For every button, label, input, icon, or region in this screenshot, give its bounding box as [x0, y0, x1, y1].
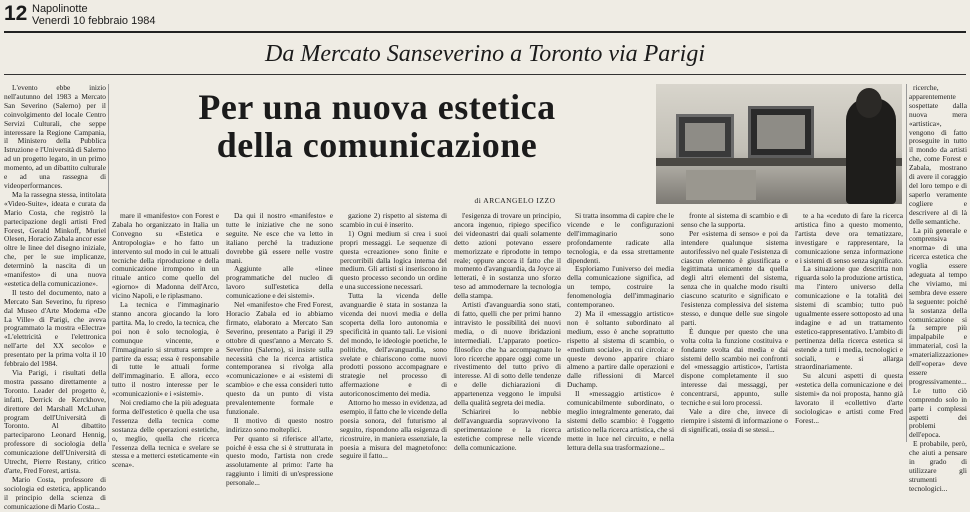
paragraph: ricerche, apparentemente sospettate dalla nuova mera «artistica», vengono di fatto proseguite in tutto il mondo da artisti che, come Forest e Zabala, mostrano di avere il coraggio del loro tempo e di saperlo veramente cogliere e descrivere al di là delle semantiche. [909, 83, 967, 226]
photo-screen [685, 123, 725, 151]
paragraph: Attorno ho messo in evidenza, ad esempio, il fatto che le vicende della poesia sonora, del futurismo al seguito, rispondono alla esigenza di ricostruire, in maniera essenziale, la poesia a misura del magnetofono: seguire il fatto... [340, 398, 447, 461]
paragraph: Vale a dire che, invece di riempire i sistemi di informazione o di significati, ossia di se stessi... [681, 406, 788, 434]
headline-line-1: Per una nuova estetica [198, 87, 556, 127]
paragraph: Artisti d'avanguardia sono stati, di fatto, quelli che per primi hanno intravisto le possibilità dei nuovi media, o di nuove ibridazioni intermediali. L'apparato poetico-filosofico che ha accompagnato le loro ricerche appare oggi come un rivestimento del tutto privo di interesse. Al di sotto delle tendenze e delle dichiarazioni di appartenenza veggono le impulsi della qualità segreta dei media. [454, 300, 561, 408]
article-column-4 [340, 211, 447, 461]
article-column-5 [454, 211, 561, 452]
paragraph: È dunque per questo che una volta colta la funzione costituiva e fondante svolta dai media e dai sistemi dello scambio nei confronti del «messaggio artistico», l'artista dispone completamente il suo interesse dai messaggi, per concentrarsi, appunto, sulle tecniche e sui loro processi. [681, 326, 788, 408]
article-column-7 [681, 212, 788, 442]
paragraph: Su alcuni aspetti di questa «estetica della comunicazione e dei sistemi» da noi proposta, hanno già lavorato il «collettivo d'arte sociologica» e artisti come Fred Forest... [795, 371, 903, 425]
paragraph: mare il «manifesto» con Forest e Zabala ho organizzato in Italia un Convegno su «Estetica e Antropologia» e ho fatto un intervento sul modo in cui le attuali tecniche della riproduzione e della comunicazione irrompono in un rituale antico come quello del «giorno» di Madonna dell'Arco, vicino Napoli, e le riplasmano. [112, 211, 219, 301]
paragraph: Per quanto si riferisce all'arte, poiché è essa che si è strutturata in questo modo, l'artista non crede assolutamente al primo: l'arte ha raggiunto i limiti di un'espressione personale... [226, 433, 333, 488]
paragraph: Si tratta insomma di capire che le vicende e le configurazioni dell'immaginario sono profondamente radicate alla tecnologia, e da essa strettamente dipendenti. [567, 211, 674, 265]
paragraph: Per «sistema di senso» e poi da intendere qualunque sistema autorifessivo nel quale l'esistenza di ciascun elemento è giustificata e legittimata unicamente da quella degli altri elementi del sistema, senza che in qualche modo risulti ciascuno scaturito e significato e l'esistenza complessiva del sistema stesso, e dunque delle sue singole parti. [681, 228, 788, 327]
article-photo [656, 84, 902, 204]
paragraph: l'esigenza di trovare un principio, ancora ingenuo, ripiego specifico dei videonastri dai quali solamente detto azioni potevano essere memorizzate e riprodotte in tempo reale; oppure ancora il fatto che il momento d'avanguardia, da Joyce ai letterati, è in sostanza uno sforzo teso ad ammodernare la tecnologia della stampa. [454, 211, 561, 301]
paragraph: Nel «manifesto» che Fred Forest, Horacio Zabala ed io abbiamo firmato, elaborato a Mercato San Severino, presentato a Parigi il 29 ottobre di quest'anno a Mercato S. Severino (Salerno), si insiste sulla necessità che la ricerca artistica contemporanea si rivolga alla «comunicazione» e ai «sistemi di scambio» e che essa consideri tutto questo da un punto di vista prevalentemente formale e funzionale. [226, 300, 333, 416]
paragraph: fronte al sistema di scambio e di senso che la supporta. [681, 211, 788, 229]
column-divider [108, 84, 109, 442]
paragraph: Il motivo di questo nostro indirizzo sono molteplici. [226, 415, 333, 434]
paragraph: La situazione que descritta non riguarda solo la produzione artistica, ma l'intero universo della comunicazione e la totalità dei sistemi di scambio; tutto può ugualmente essere sottoposto ad una indagine e ad un trattamento estetico-rappresentativo. L'ambito di pertinenza della ricerca estetica si estende a tutti i media, tecnologici e sociali, e si allarga straordinariamente. [795, 264, 903, 372]
paragraph: Ma la rassegna stessa, intitolata «Video-Suite», ideata e curata da Mario Costa, che registrò la partecipazione degli artisti Fred Forest, Gerald Minkoff, Muriel Olesen, Horacio Zabala ancor esse oltre le linee del disegno iniziale, che, per le sue implicanze, determinò la nascita di un «manifesto» di una nuova «estetica della comunicazione». [4, 189, 106, 288]
byline: di ARCANGELO IZZO [474, 196, 556, 205]
page-number: 12 [4, 2, 28, 25]
photo-monitor [676, 114, 734, 160]
paragraph: Aggiunte alle «linee programmatiche del nucleo di lavoro sull'estetica della comunicazione e dei sistemi». [226, 264, 333, 301]
paragraph: Il testo del documento, nato a Mercato San Severino, fu ripreso dal Museo d'Arte Moderna «De La Ville» di Parigi, che aveva programmato la mostra «Electra» «L'elettricità e l'elettronica nell'arte del XX secolo» e presentato per la prima volta il 10 febbraio del 1984. [4, 287, 106, 369]
paragraph: Esploriamo l'universo dei media della comunicazione significa, ad un tempo, costruire la fenomenologia dell'immaginario contemporaneo. [567, 264, 674, 310]
paragraph: Le tutto ciò comprendo solo in parte i complessi aspetti dei problemi dell'epoca. [909, 385, 967, 440]
article-column-6 [567, 211, 674, 452]
paragraph: La tecnica e l'immaginario stanno ancora giocando la loro partita. Ma, lo credo, la tecnica, che poi non è solo tecnologia, è comunque vincente, e l'immaginario si struttura sempre a partire da essa; essa è responsabile di tutte le attuali forme dell'immaginario. E allora, ecco tutto il nostro interesse per le «comunicazioni» e i «sistemi». [112, 300, 219, 399]
paragraph: L'evento ebbe inizio nell'autunno del 1983 a Mercato San Severino (Salerno) per il coinvolgimento del locale Centro Servizi Culturali, che seppe interessare la Regione Campania, il Ministero della Pubblica Istruzione e l'Università di Salerno ad un progetto legato, in un primo momento, ad un dibattito culturale e ad una rassegna di videoperformances. [4, 83, 106, 190]
paragraph: E probabile, però, che aiuti a pensare in grado di utilizzare gli strumenti tecnologici... [909, 439, 967, 493]
paragraph: Schiarirei lo nebbie dell'avanguardia sopravvivono la sperimentazione e la ricerca estetiche comprese nelle vicende della comunicazione. [454, 406, 561, 452]
article-column-8 [795, 212, 903, 442]
article-column-9 [909, 83, 969, 493]
kicker-rule [4, 74, 966, 75]
paragraph: Tutta la vicenda delle avanguardie è stata in sostanza la vicenda dei nuovi media e della scoperta della loro autonomia e specificità in quanto tali. Le visioni del mondo, le ideologie poetiche, le politiche, dell'avanguardia, sono svelate e chiariscono come nuovi prodotti possono accompagnare e strategie nel processo di affermazione e di autoriconoscimento dei media. [340, 291, 447, 399]
paragraph: 2) Ma il «messaggio artistico» non è soltanto subordinato al medium, esso è anche soprattutto rispetto al sistema di scambio, o «medium sociale», in cui circola: e queste devono apparire chiaro almeno a partire dalle operazioni e dalle riflessioni di Marcel Duchamp. [567, 308, 674, 390]
photo-monitor [748, 106, 814, 158]
paragraph: Via Parigi, i risultati della mostra passano direttamente a Toronto. Leader del progetto è, infatti, Derrick de Kerckhove, direttore del Marshall McLuhan program dell'Università di Toronto. Al dibattito parteciparono Leonard Hennig, professore di sociologia della comunicazione dell'Università di Utrecht, Pierre Restany, critico d'arte, Fred Forest, artista. [4, 368, 106, 475]
paragraph: Mario Costa, professore di sociologia ed estetica, applicando il principio della scienza di comunicazione di Mario Costa... [4, 474, 106, 511]
kicker-title: Da Mercato Sanseverino a Toronto via Parigi [265, 41, 705, 67]
headline-line-2: della comunicazione [216, 125, 538, 165]
photo-screen [757, 115, 805, 149]
article-column-1 [4, 83, 106, 511]
paragraph: gazione 2) rispetto al sistema di scambio in cui è inserito. [340, 211, 447, 229]
masthead-rule [4, 31, 966, 33]
paragraph: te a ha «ceduto di fare la ricerca artistica fino a questo momento, l'artista deve ora tematizzare, investigare e rappresentare, la comunicazione senza informazione e i sistemi di senso senza significato. [795, 211, 903, 265]
headline [112, 88, 642, 164]
issue-date: Venerdì 10 febbraio 1984 [32, 15, 156, 27]
photo-person-head [856, 88, 882, 118]
paragraph: 1) Ogni medium si crea i suoi propri messaggi. Le sequenze di questa «creazione» sono finite e percorribili dalla logica interna del medium. Gli artisti si inseriscono in questo processo secondo un ordine e una successione necessari. [340, 228, 447, 292]
paragraph: La più generale e comprensiva «norma» di una ricerca estetica che voglia essere adeguata al tempo che viviamo, mi sembra deve essere la seguente: poiché la sostanza della comunicazione si fa sempre più impalpabile e immaterial, così la «materializzazione» dell'«opera» deve essere progressivamente... [909, 225, 969, 386]
paragraph: Da qui il nostro «manifesto» e tutte le iniziative che ne sono seguite. Ne esce che va letto in italiano perché la traduzione dovrebbe già essere nelle vostre mani. [226, 211, 333, 265]
column-divider [906, 84, 907, 442]
paragraph: Il «messaggio artistico» è comunicabilmente subordinato, o meglio integralmente generato, dai sistemi dello scambio: è l'oggetto artistico nella ricerca artistica, che si mette in luce nel circuito, e nella lettura della sua trasformazione... [567, 389, 674, 452]
newspaper-name: Napolinotte [32, 3, 88, 15]
article-column-2 [112, 211, 219, 470]
paragraph: Noi crediamo che la più adeguata forma dell'estetico è quella che usa l'essenza della tecnica come sostanza delle operazioni estetiche, o, meglio, quella che ricerca l'essenza della tecnica e svelare se stessa e a metterci esteticamente «in scena». [112, 398, 219, 470]
article-column-3 [226, 211, 333, 488]
photo-equipment [686, 170, 756, 200]
